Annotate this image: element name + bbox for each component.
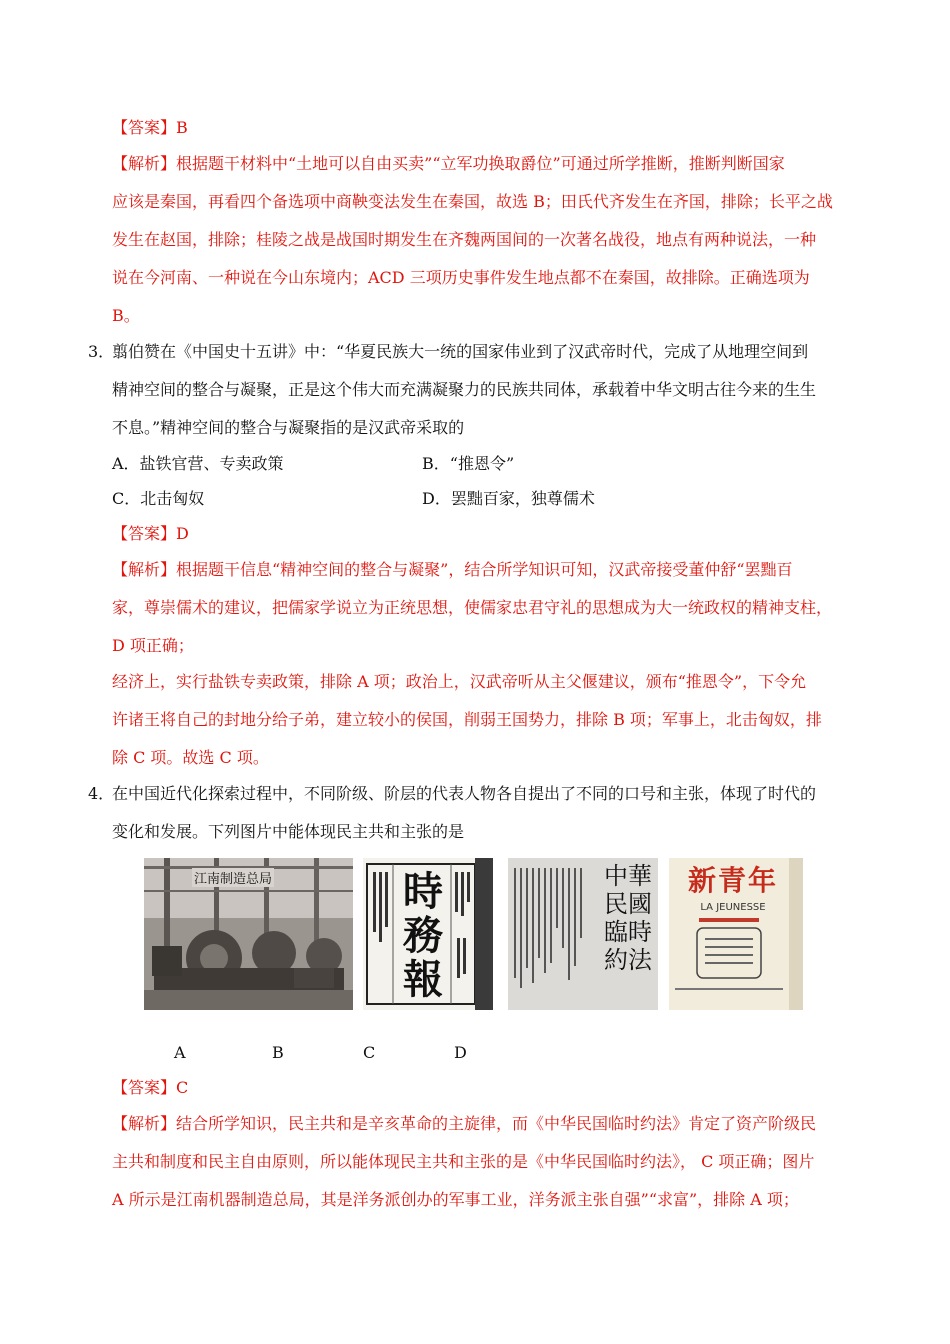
image-c-provisional-constitution — [508, 858, 658, 1010]
q3-option-a: A．盐铁官营、专卖政策 — [112, 454, 284, 473]
q2-answer: 【答案】B — [112, 118, 188, 137]
q2-analysis-line-3: 发生在赵国，排除；桂陵之战是战国时期发生在齐魏两国间的一次著名战役，地点有两种说法，一种 — [112, 230, 817, 249]
q3-stem-line-1: 翦伯赞在《中国史十五讲》中：“华夏民族大一统的国家伟业到了汉武帝时代，完成了从地理空间到 — [112, 342, 809, 361]
q3-stem-line-3: 不息。”精神空间的整合与凝聚指的是汉武帝采取的 — [112, 418, 465, 437]
q4-number: 4． — [88, 784, 115, 803]
q4-stem-line-1: 在中国近代化探索过程中，不同阶级、阶层的代表人物各自提出了不同的口号和主张，体现了时代的 — [112, 784, 817, 803]
q2-analysis-line-1: 【解析】根据题干材料中“土地可以自由买卖”“立军功换取爵位”可通过所学推断，推断判断国家 — [112, 154, 785, 173]
image-caption-b: B — [272, 1043, 284, 1062]
image-b-title: 時務報 — [403, 868, 443, 1003]
image-d-new-youth — [669, 858, 803, 1010]
q3-option-c: C．北击匈奴 — [112, 489, 205, 508]
q3-analysis-line-6: 除 C 项。故选 C 项。 — [112, 748, 269, 767]
q3-stem-line-2: 精神空间的整合与凝聚，正是这个伟大而充满凝聚力的民族共同体，承载着中华文明古往今来的生生 — [112, 380, 817, 399]
q3-analysis-line-2: 家，尊崇儒术的建议，把儒家学说立为正统思想，使儒家忠君守礼的思想成为大一统政权的精神支柱， — [112, 598, 833, 617]
q3-analysis-line-1: 【解析】根据题干信息“精神空间的整合与凝聚”，结合所学知识可知，汉武帝接受董仲舒“罢黜百 — [112, 560, 793, 579]
q3-analysis-line-4: 经济上，实行盐铁专卖政策，排除 A 项；政治上，汉武帝听从主父偃建议，颁布“推恩令”，下令允 — [112, 672, 807, 691]
image-a-title: 江南制造总局 — [192, 868, 274, 887]
image-a-jiangnan-arsenal — [144, 858, 353, 1010]
image-caption-d: D — [454, 1043, 467, 1062]
image-c-title: 中華民國臨時約法 — [604, 862, 652, 974]
q3-option-d: D．罢黜百家，独尊儒术 — [422, 489, 595, 508]
image-caption-a: A — [174, 1043, 186, 1062]
q4-answer: 【答案】C — [112, 1078, 189, 1097]
q3-option-b: B．“推恩令” — [422, 454, 515, 473]
q4-analysis-line-2: 主共和制度和民主自由原则，所以能体现民主共和主张的是《中华民国临时约法》， C 项正确；图片 — [112, 1152, 815, 1171]
q4-analysis-line-1: 【解析】结合所学知识，民主共和是辛亥革命的主旋律，而《中华民国临时约法》肯定了资产阶级民 — [112, 1114, 817, 1133]
image-b-shiwu-bao — [363, 858, 493, 1010]
q3-answer: 【答案】D — [112, 524, 189, 543]
image-d-title: 新青年 — [687, 864, 778, 897]
q2-analysis-line-2: 应该是秦国，再看四个备选项中商鞅变法发生在秦国，故选 B；田氏代齐发生在齐国，排除；长平之战 — [112, 192, 833, 211]
image-d-subtitle: LA JEUNESSE — [700, 902, 766, 913]
q2-analysis-line-5: B。 — [112, 306, 140, 325]
q4-analysis-line-3: A 所示是江南机器制造总局，其是洋务派创办的军事工业，洋务派主张自强”“求富”，排除 A 项； — [112, 1190, 799, 1209]
q2-analysis-line-4: 说在今河南、一种说在今山东境内；ACD 三项历史事件发生地点都不在秦国，故排除。正确选项为 — [112, 268, 810, 287]
image-caption-c: C — [363, 1043, 376, 1062]
q3-analysis-line-3: D 项正确； — [112, 636, 194, 655]
q3-analysis-line-5: 许诸王将自己的封地分给子弟，建立较小的侯国，削弱王国势力，排除 B 项；军事上，北击匈奴，排 — [112, 710, 822, 729]
q3-number: 3． — [88, 342, 115, 361]
q4-stem-line-2: 变化和发展。下列图片中能体现民主共和主张的是 — [112, 822, 465, 841]
